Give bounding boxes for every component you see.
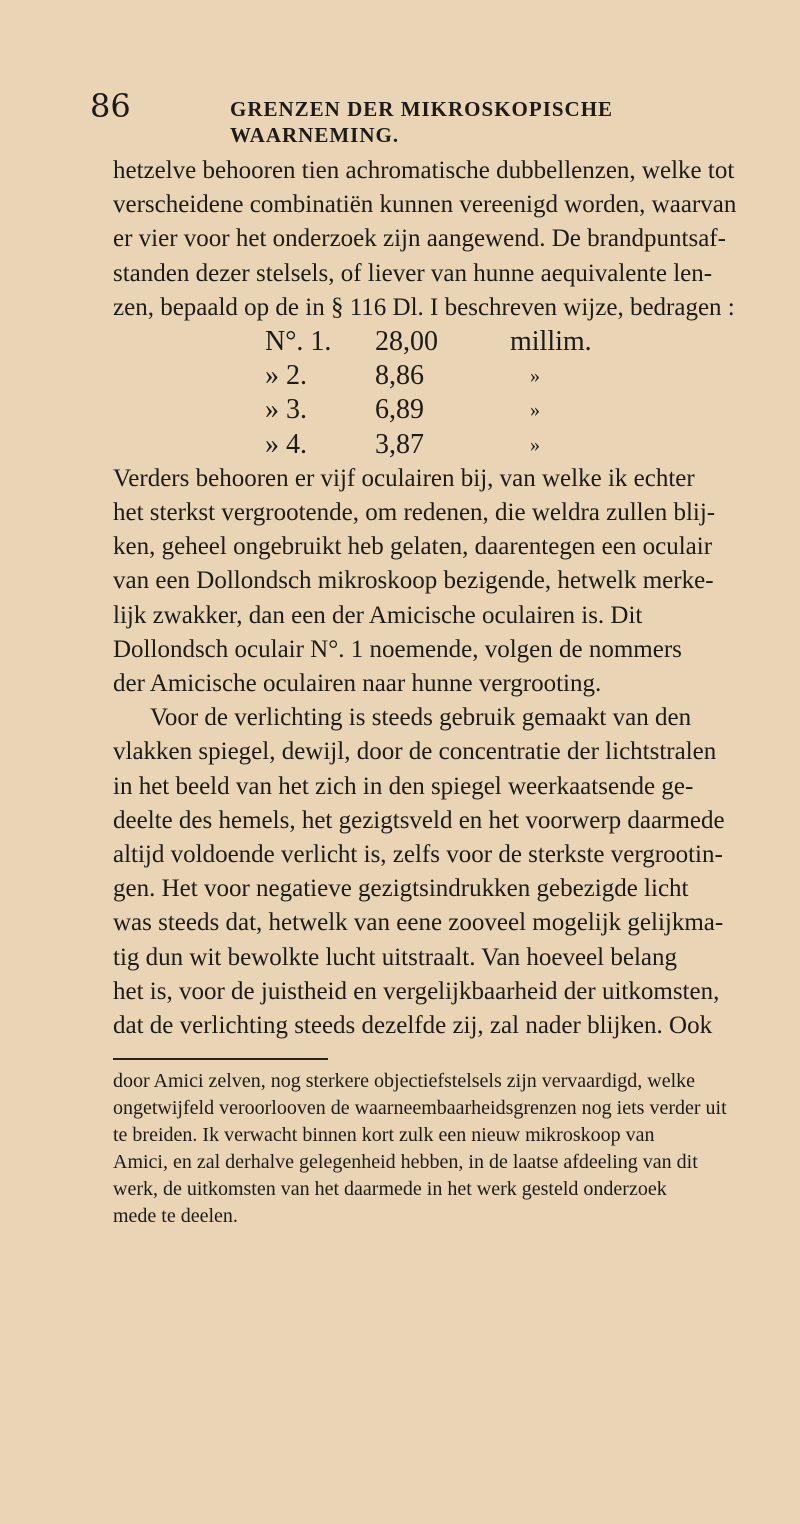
body-line: verscheidene combinatiën kunnen vereenigd worden, waarvan (113, 191, 737, 218)
body-line: was steeds dat, hetwelk van eene zooveel mogelijk gelijkma- (113, 909, 724, 936)
focal-length-unit: » (530, 399, 540, 421)
body-line: Verders behooren er vijf oculairen bij, van welke ik echter (113, 465, 695, 492)
body-line: deelte des hemels, het gezigtsveld en het voorwerp daarmede (113, 807, 725, 834)
body-line: tig dun wit bewolkte lucht uitstraalt. Van hoeveel belang (113, 944, 677, 971)
body-line: altijd voldoende verlicht is, zelfs voor de sterkste vergrootin- (113, 841, 723, 868)
footnote-line: werk, de uitkomsten van het daarmede in het werk gesteld onderzoek (113, 1178, 667, 1200)
footnote-line: mede te deelen. (113, 1205, 238, 1227)
page-number: 86 (90, 87, 131, 125)
footnote-line: Amici, en zal derhalve gelegenheid hebben, in de laatse afdeeling van dit (113, 1151, 698, 1173)
body-line: vlakken spiegel, dewijl, door de concentratie der lichtstralen (113, 738, 717, 765)
body-line: lijk zwakker, dan een der Amicische oculairen is. Dit (113, 602, 643, 629)
lens-number: » 2. (265, 360, 307, 391)
focal-length-value: 3,87 (375, 429, 424, 460)
lens-number: » 4. (265, 429, 307, 460)
running-head: GRENZEN DER MIKROSKOPISCHE WAARNEMING. (230, 97, 614, 147)
focal-length-unit: millim. (510, 326, 592, 357)
footnote-line: door Amici zelven, nog sterkere objectiefstelsels zijn vervaardigd, welke (113, 1070, 696, 1092)
focal-length-value: 8,86 (375, 360, 424, 391)
body-line: zen, bepaald op de in § 116 Dl. I beschreven wijze, bedragen : (113, 294, 735, 321)
page-header (90, 87, 750, 147)
lens-number: » 3. (265, 394, 307, 425)
body-line: Dollondsch oculair N°. 1 noemende, volgen de nommers (113, 636, 682, 663)
body-line: der Amicische oculairen naar hunne vergrooting. (113, 670, 602, 697)
body-line: van een Dollondsch mikroskoop bezigende, hetwelk merke- (113, 567, 714, 594)
footnote-line: te breiden. Ik verwacht binnen kort zulk een nieuw mikroskoop van (113, 1124, 655, 1146)
body-line: het sterkst vergrootende, om redenen, die weldra zullen blij- (113, 499, 716, 526)
body-line: gen. Het voor negatieve gezigtsindrukken gebezigde licht (113, 875, 689, 902)
body-line: ken, geheel ongebruikt heb gelaten, daarentegen een oculair (113, 533, 713, 560)
focal-length-unit: » (530, 365, 540, 387)
body-line: er vier voor het onderzoek zijn aangewend. De brandpuntsaf- (113, 225, 726, 252)
body-line: Voor de verlichting is steeds gebruik gemaakt van den (150, 704, 692, 731)
body-line: standen dezer stelsels, of liever van hunne aequivalente len- (113, 260, 713, 287)
footnote-line: ongetwijfeld veroorlooven de waarneembaarheidsgrenzen nog iets verder uit (113, 1097, 727, 1119)
body-line: hetzelve behooren tien achromatische dubbellenzen, welke tot (113, 157, 735, 184)
body-line: dat de verlichting steeds dezelfde zij, zal nader blijken. Ook (113, 1012, 713, 1039)
focal-length-value: 6,89 (375, 394, 424, 425)
lens-number: N°. 1. (265, 326, 332, 357)
body-line: het is, voor de juistheid en vergelijkbaarheid der uitkomsten, (113, 978, 720, 1005)
body-line: in het beeld van het zich in den spiegel weerkaatsende ge- (113, 773, 694, 800)
footnote-rule (113, 1058, 328, 1060)
focal-length-value: 28,00 (375, 326, 438, 357)
focal-length-unit: » (530, 434, 540, 456)
